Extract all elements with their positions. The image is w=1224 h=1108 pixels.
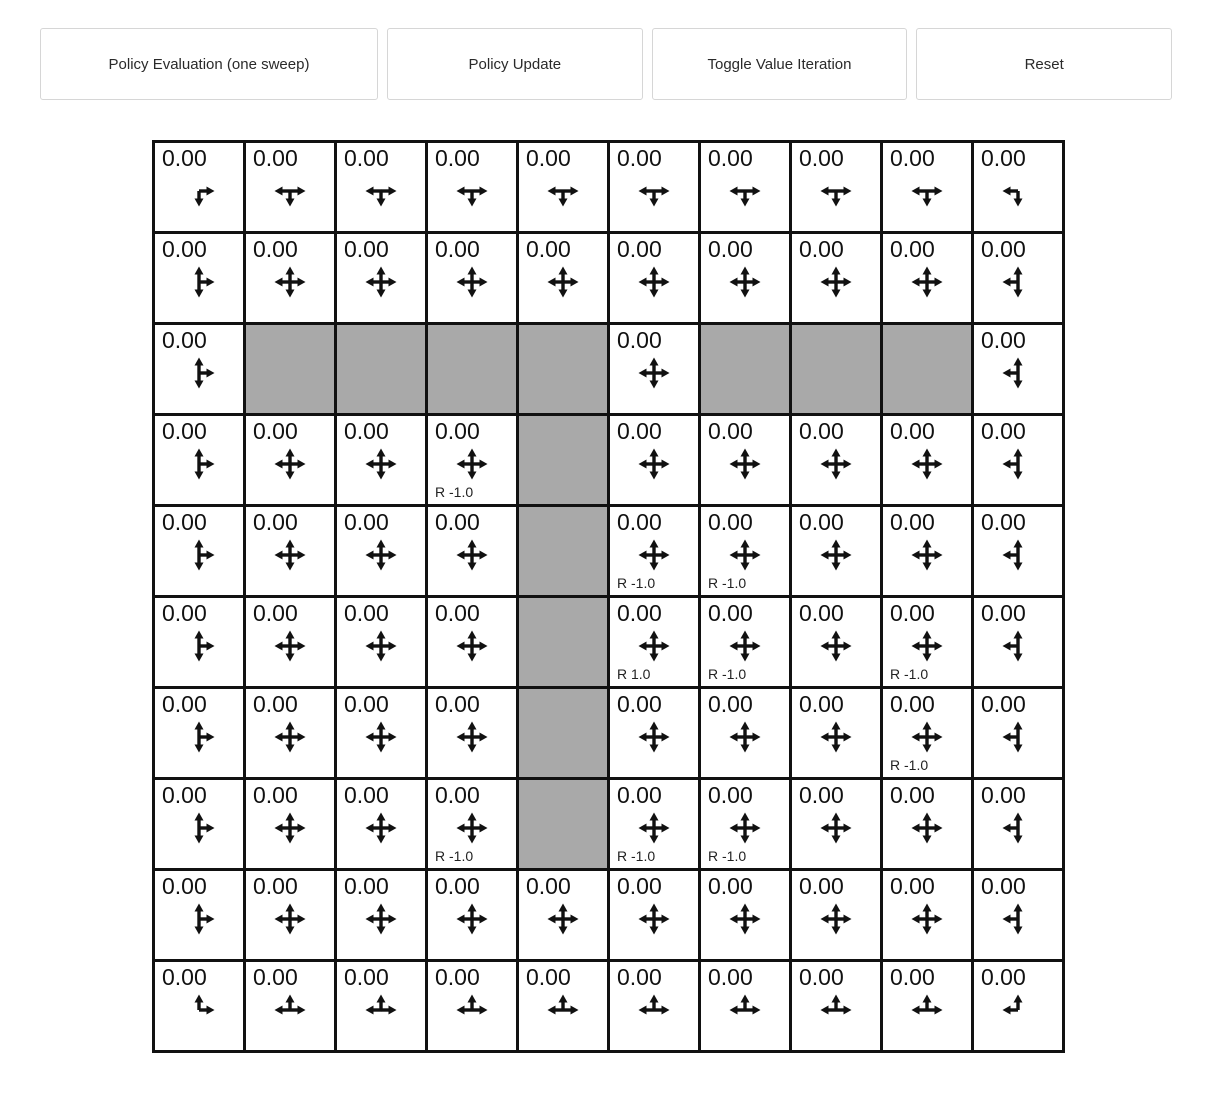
policy-arrows-icon [814,533,858,577]
policy-arrows-icon [359,624,403,668]
state-value: 0.00 [344,236,389,262]
state-value: 0.00 [253,145,298,171]
policy-arrows-icon [359,533,403,577]
wall-cell[interactable] [701,325,789,413]
policy-arrows-icon [905,260,949,304]
policy-arrows-icon [359,442,403,486]
grid-cell[interactable] [701,780,789,868]
grid-cell[interactable] [974,234,1062,322]
state-value: 0.00 [617,236,662,262]
state-value: 0.00 [526,873,571,899]
policy-arrows-icon [359,260,403,304]
grid-cell[interactable] [792,598,880,686]
state-value: 0.00 [162,691,207,717]
state-value: 0.00 [981,964,1026,990]
grid-cell[interactable] [701,507,789,595]
policy-arrows-icon [723,897,767,941]
state-value: 0.00 [799,145,844,171]
state-value: 0.00 [344,418,389,444]
policy-arrows-icon [177,260,221,304]
grid-cell[interactable] [428,416,516,504]
state-value: 0.00 [799,782,844,808]
state-value: 0.00 [890,145,935,171]
policy-arrows-icon [905,624,949,668]
grid-cell[interactable] [428,962,516,1050]
policy-arrows-icon [632,897,676,941]
policy-arrows-icon [814,988,858,1032]
policy-arrows-icon [996,806,1040,850]
grid-cell[interactable] [701,962,789,1050]
state-value: 0.00 [253,873,298,899]
state-value: 0.00 [162,418,207,444]
state-value: 0.00 [708,691,753,717]
state-value: 0.00 [617,873,662,899]
policy-arrows-icon [996,988,1040,1032]
wall-cell[interactable] [519,325,607,413]
reward-label: R -1.0 [890,757,929,773]
state-value: 0.00 [253,236,298,262]
state-value: 0.00 [799,236,844,262]
policy-arrows-icon [268,897,312,941]
grid-cell[interactable] [610,416,698,504]
state-value: 0.00 [526,964,571,990]
policy-arrows-icon [541,169,585,213]
policy-arrows-icon [450,624,494,668]
state-value: 0.00 [981,600,1026,626]
state-value: 0.00 [253,418,298,444]
state-value: 0.00 [890,964,935,990]
policy-arrows-icon [632,260,676,304]
state-value: 0.00 [890,418,935,444]
policy-arrows-icon [359,806,403,850]
grid-cell[interactable] [701,234,789,322]
policy-arrows-icon [905,442,949,486]
state-value: 0.00 [617,418,662,444]
grid-cell[interactable] [974,689,1062,777]
policy-arrows-icon [359,169,403,213]
policy-arrows-icon [268,988,312,1032]
policy-arrows-icon [814,169,858,213]
grid-cell[interactable] [974,962,1062,1050]
state-value: 0.00 [890,236,935,262]
policy-arrows-icon [723,260,767,304]
policy-arrows-icon [177,897,221,941]
grid-cell[interactable] [883,598,971,686]
policy-arrows-icon [268,715,312,759]
grid-cell[interactable] [883,143,971,231]
grid-cell[interactable] [792,234,880,322]
grid-cell[interactable] [337,416,425,504]
policy-arrows-icon [268,806,312,850]
state-value: 0.00 [708,145,753,171]
policy-arrows-icon [359,715,403,759]
policy-arrows-icon [723,624,767,668]
state-value: 0.00 [435,509,480,535]
wall-cell[interactable] [792,325,880,413]
grid-cell[interactable] [155,598,243,686]
state-value: 0.00 [708,600,753,626]
grid-cell[interactable] [337,598,425,686]
state-value: 0.00 [344,964,389,990]
policy-arrows-icon [996,169,1040,213]
grid-cell[interactable] [337,780,425,868]
state-value: 0.00 [526,145,571,171]
wall-cell[interactable] [519,780,607,868]
grid-cell[interactable] [246,416,334,504]
policy-arrows-icon [632,442,676,486]
grid-cell[interactable] [974,143,1062,231]
reward-label: R -1.0 [890,666,929,682]
policy-arrows-icon [996,533,1040,577]
policy-arrows-icon [450,897,494,941]
policy-arrows-icon [814,442,858,486]
state-value: 0.00 [981,418,1026,444]
state-value: 0.00 [162,600,207,626]
grid-cell[interactable] [155,871,243,959]
state-value: 0.00 [617,964,662,990]
state-value: 0.00 [253,509,298,535]
grid-cell[interactable] [337,871,425,959]
grid-cell[interactable] [155,416,243,504]
grid-cell[interactable] [792,962,880,1050]
grid-cell[interactable] [428,507,516,595]
wall-cell[interactable] [428,325,516,413]
grid-cell[interactable] [610,507,698,595]
grid-cell[interactable] [246,507,334,595]
reward-label: R -1.0 [708,848,747,864]
policy-arrows-icon [632,624,676,668]
wall-cell[interactable] [519,416,607,504]
policy-arrows-icon [814,260,858,304]
grid-cell[interactable] [792,689,880,777]
state-value: 0.00 [526,236,571,262]
policy-arrows-icon [996,715,1040,759]
policy-arrows-icon [359,897,403,941]
state-value: 0.00 [162,964,207,990]
grid-cell[interactable] [519,871,607,959]
policy-arrows-icon [814,715,858,759]
state-value: 0.00 [617,691,662,717]
grid-cell[interactable] [337,143,425,231]
grid-cell[interactable] [701,143,789,231]
grid-cell[interactable] [610,598,698,686]
policy-arrows-icon [177,624,221,668]
grid-cell[interactable] [428,598,516,686]
state-value: 0.00 [890,600,935,626]
reward-label: R 1.0 [617,666,651,682]
policy-arrows-icon [177,988,221,1032]
grid-cell[interactable] [246,234,334,322]
grid-cell[interactable] [155,325,243,413]
state-value: 0.00 [435,236,480,262]
grid-cell[interactable] [155,780,243,868]
policy-arrows-icon [177,169,221,213]
grid-cell[interactable] [883,416,971,504]
grid-cell[interactable] [246,598,334,686]
state-value: 0.00 [890,509,935,535]
wall-cell[interactable] [883,325,971,413]
state-value: 0.00 [253,691,298,717]
reward-label: R -1.0 [708,575,747,591]
state-value: 0.00 [344,145,389,171]
state-value: 0.00 [162,782,207,808]
policy-arrows-icon [723,806,767,850]
state-value: 0.00 [162,873,207,899]
toggle-value-iteration-button[interactable]: Toggle Value Iteration [652,28,908,100]
grid-cell[interactable] [428,780,516,868]
grid-cell[interactable] [974,416,1062,504]
grid-cell[interactable] [610,689,698,777]
state-value: 0.00 [344,691,389,717]
policy-evaluation-button[interactable]: Policy Evaluation (one sweep) [40,28,378,100]
state-value: 0.00 [708,418,753,444]
policy-arrows-icon [905,533,949,577]
state-value: 0.00 [162,327,207,353]
grid-cell[interactable] [428,689,516,777]
reward-label: R -1.0 [708,666,747,682]
policy-arrows-icon [268,533,312,577]
grid-cell[interactable] [701,416,789,504]
state-value: 0.00 [162,509,207,535]
grid-cell[interactable] [519,962,607,1050]
grid-cell[interactable] [883,507,971,595]
policy-arrows-icon [632,715,676,759]
grid-cell[interactable] [701,871,789,959]
state-value: 0.00 [799,509,844,535]
state-value: 0.00 [799,873,844,899]
policy-arrows-icon [450,169,494,213]
state-value: 0.00 [981,509,1026,535]
state-value: 0.00 [981,145,1026,171]
reward-label: R -1.0 [617,575,656,591]
grid-cell[interactable] [155,689,243,777]
policy-arrows-icon [268,169,312,213]
grid-cell[interactable] [246,871,334,959]
grid-cell[interactable] [974,507,1062,595]
state-value: 0.00 [981,782,1026,808]
grid-cell[interactable] [246,962,334,1050]
grid-cell[interactable] [155,507,243,595]
policy-arrows-icon [177,442,221,486]
wall-cell[interactable] [519,598,607,686]
grid-cell[interactable] [792,416,880,504]
state-value: 0.00 [435,600,480,626]
grid-cell[interactable] [337,962,425,1050]
state-value: 0.00 [617,509,662,535]
grid-cell[interactable] [246,143,334,231]
grid-cell[interactable] [428,871,516,959]
policy-arrows-icon [450,260,494,304]
state-value: 0.00 [890,873,935,899]
state-value: 0.00 [435,782,480,808]
policy-arrows-icon [450,533,494,577]
grid-cell[interactable] [246,780,334,868]
policy-arrows-icon [450,715,494,759]
policy-arrows-icon [632,806,676,850]
policy-arrows-icon [632,351,676,395]
policy-arrows-icon [632,533,676,577]
grid-cell[interactable] [701,598,789,686]
state-value: 0.00 [253,600,298,626]
state-value: 0.00 [253,782,298,808]
policy-arrows-icon [996,260,1040,304]
grid-cell[interactable] [155,962,243,1050]
state-value: 0.00 [890,782,935,808]
state-value: 0.00 [435,964,480,990]
state-value: 0.00 [617,600,662,626]
state-value: 0.00 [344,873,389,899]
grid-cell[interactable] [155,143,243,231]
state-value: 0.00 [708,509,753,535]
policy-arrows-icon [723,169,767,213]
state-value: 0.00 [890,691,935,717]
policy-arrows-icon [541,897,585,941]
grid-cell[interactable] [610,780,698,868]
policy-arrows-icon [632,988,676,1032]
wall-cell[interactable] [246,325,334,413]
wall-cell[interactable] [519,507,607,595]
policy-arrows-icon [996,442,1040,486]
grid-cell[interactable] [883,234,971,322]
state-value: 0.00 [435,691,480,717]
reward-label: R -1.0 [435,848,474,864]
policy-arrows-icon [359,988,403,1032]
grid-cell[interactable] [883,780,971,868]
state-value: 0.00 [617,782,662,808]
grid-cell[interactable] [337,507,425,595]
grid-cell[interactable] [792,780,880,868]
policy-arrows-icon [541,260,585,304]
policy-arrows-icon [814,624,858,668]
policy-arrows-icon [996,897,1040,941]
state-value: 0.00 [799,964,844,990]
state-value: 0.00 [708,964,753,990]
grid-cell[interactable] [792,143,880,231]
policy-arrows-icon [268,260,312,304]
grid-cell[interactable] [519,143,607,231]
state-value: 0.00 [162,236,207,262]
grid-cell[interactable] [610,143,698,231]
state-value: 0.00 [344,600,389,626]
policy-arrows-icon [905,988,949,1032]
policy-arrows-icon [723,442,767,486]
policy-arrows-icon [905,169,949,213]
toolbar [40,28,1172,100]
state-value: 0.00 [435,418,480,444]
state-value: 0.00 [708,782,753,808]
state-value: 0.00 [344,509,389,535]
reward-label: R -1.0 [617,848,656,864]
state-value: 0.00 [162,145,207,171]
state-value: 0.00 [981,327,1026,353]
policy-update-button[interactable]: Policy Update [387,28,643,100]
reward-label: R -1.0 [435,484,474,500]
grid-cell[interactable] [974,325,1062,413]
policy-arrows-icon [541,988,585,1032]
policy-arrows-icon [177,806,221,850]
grid-cell[interactable] [610,234,698,322]
state-value: 0.00 [981,873,1026,899]
grid-cell[interactable] [792,507,880,595]
state-value: 0.00 [344,782,389,808]
reset-button[interactable]: Reset [916,28,1172,100]
state-value: 0.00 [708,236,753,262]
grid-cell[interactable] [610,325,698,413]
grid-cell[interactable] [337,234,425,322]
policy-arrows-icon [996,624,1040,668]
policy-arrows-icon [450,806,494,850]
state-value: 0.00 [253,964,298,990]
grid-cell[interactable] [883,689,971,777]
policy-arrows-icon [723,715,767,759]
grid-cell[interactable] [610,962,698,1050]
policy-arrows-icon [177,715,221,759]
policy-arrows-icon [905,897,949,941]
policy-arrows-icon [177,533,221,577]
wall-cell[interactable] [337,325,425,413]
state-value: 0.00 [799,418,844,444]
grid-cell[interactable] [155,234,243,322]
grid-cell[interactable] [246,689,334,777]
grid-cell[interactable] [792,871,880,959]
grid-cell[interactable] [974,871,1062,959]
state-value: 0.00 [799,600,844,626]
policy-arrows-icon [450,988,494,1032]
grid-cell[interactable] [974,598,1062,686]
state-value: 0.00 [981,691,1026,717]
policy-arrows-icon [268,442,312,486]
state-value: 0.00 [435,145,480,171]
policy-arrows-icon [723,988,767,1032]
policy-arrows-icon [814,806,858,850]
state-value: 0.00 [708,873,753,899]
grid-cell[interactable] [883,962,971,1050]
policy-arrows-icon [905,806,949,850]
state-value: 0.00 [617,327,662,353]
gridworld [152,140,1065,1053]
policy-arrows-icon [723,533,767,577]
grid-cell[interactable] [519,234,607,322]
policy-arrows-icon [268,624,312,668]
wall-cell[interactable] [519,689,607,777]
policy-arrows-icon [996,351,1040,395]
grid-cell[interactable] [428,234,516,322]
policy-arrows-icon [450,442,494,486]
policy-arrows-icon [632,169,676,213]
state-value: 0.00 [981,236,1026,262]
grid-cell[interactable] [883,871,971,959]
state-value: 0.00 [435,873,480,899]
grid-cell[interactable] [337,689,425,777]
grid-cell[interactable] [974,780,1062,868]
grid-cell[interactable] [701,689,789,777]
grid-cell[interactable] [428,143,516,231]
policy-arrows-icon [177,351,221,395]
policy-arrows-icon [905,715,949,759]
grid-cell[interactable] [610,871,698,959]
policy-arrows-icon [814,897,858,941]
state-value: 0.00 [617,145,662,171]
state-value: 0.00 [799,691,844,717]
